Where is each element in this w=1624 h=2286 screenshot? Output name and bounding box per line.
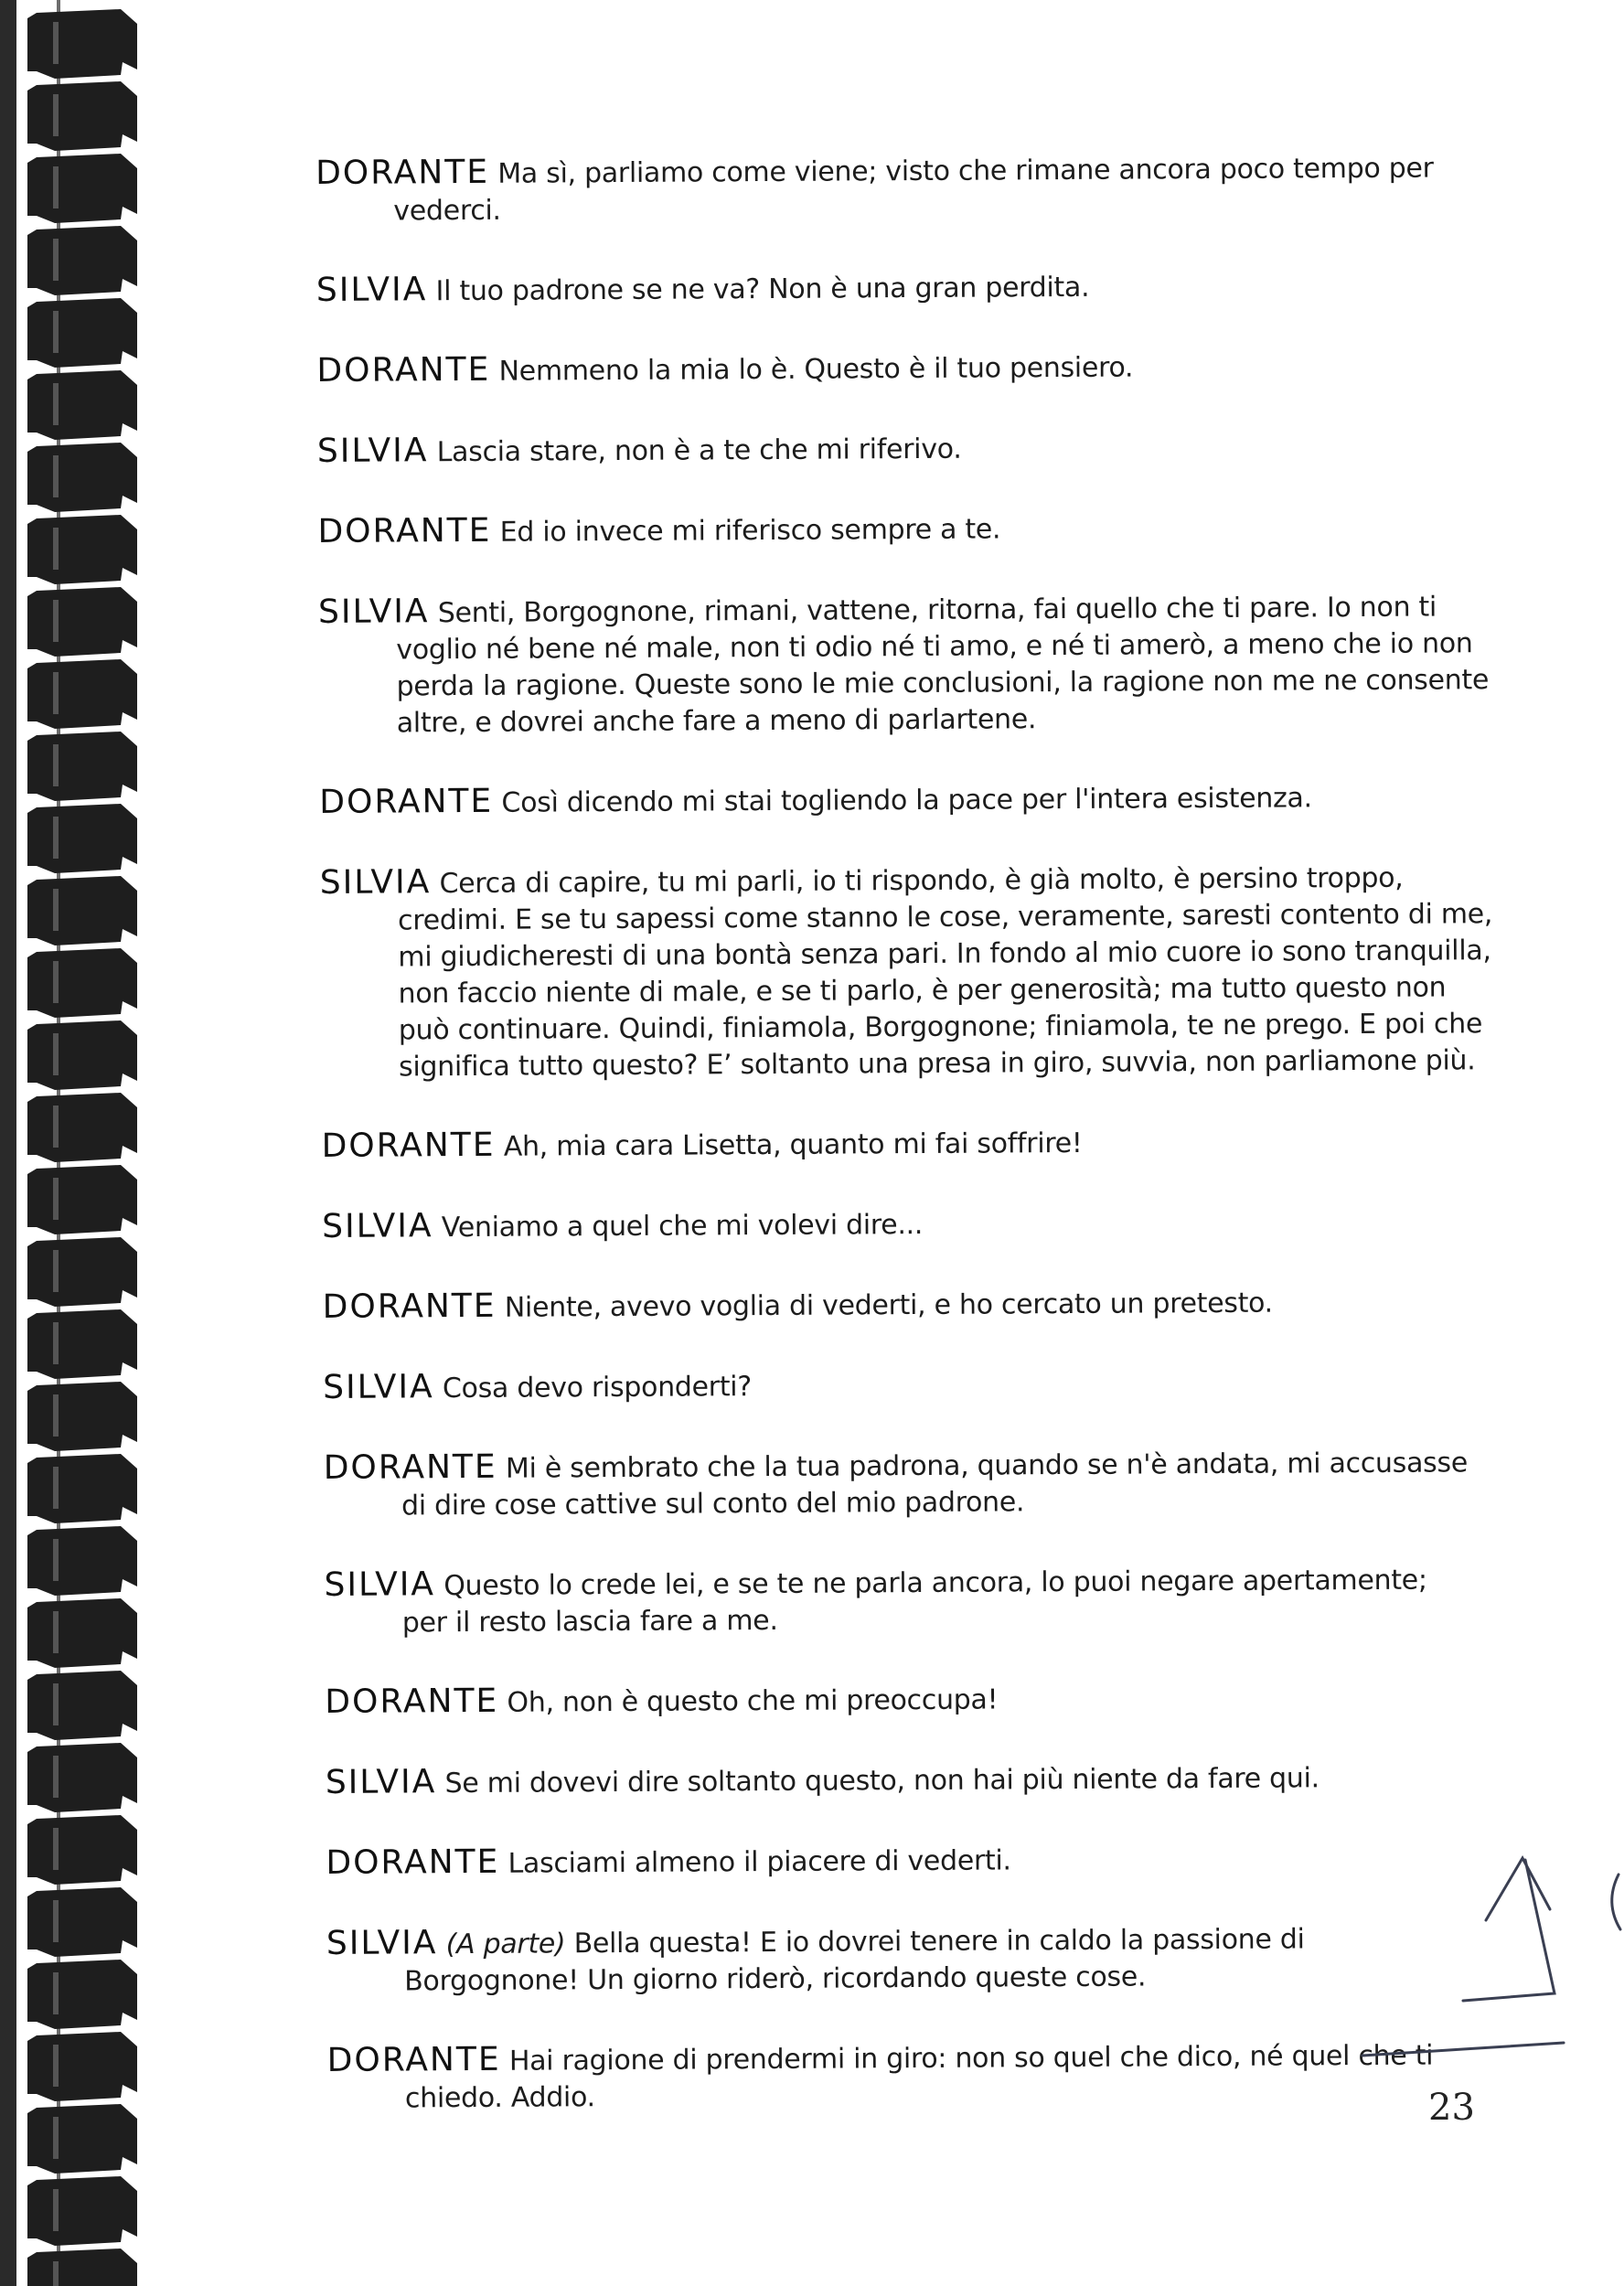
binding-coil <box>27 370 137 440</box>
dialogue-continuation-line <box>318 662 1490 706</box>
binding-coil <box>27 81 137 151</box>
speaker-name: SILVIA <box>326 1924 438 1962</box>
dialogue-text: mi giudicheresti di una bontà senza pari. In fondo al mio cuore io sono tranquilla, <box>398 935 1491 974</box>
script-text <box>315 148 1493 2160</box>
binding-coil-highlight <box>53 1900 59 1942</box>
binding-coil <box>27 1454 137 1523</box>
dialogue-text: Cerca di capire, tu mi parli, io ti rispondo, è già molto, è persino troppo, <box>439 861 1404 901</box>
binding-coil-highlight <box>53 1972 59 2014</box>
dialogue-text: altre, e dovrei anche fare a meno di parlartene. <box>396 703 1037 740</box>
binding-coil <box>27 1598 137 1668</box>
binding-coil <box>27 9 137 79</box>
dialogue-text: perda la ragione. Queste sono le mie conclusioni, la ragione non me ne consente <box>396 664 1490 703</box>
binding-coil-highlight <box>53 1756 59 1798</box>
binding-coil-highlight <box>53 2045 59 2087</box>
speaker-name: DORANTE <box>315 153 490 192</box>
dialogue-entry <box>315 148 1477 230</box>
binding-coil <box>27 1309 137 1379</box>
binding-coil-highlight <box>53 2261 59 2286</box>
speaker-name: SILVIA <box>322 1207 433 1245</box>
dialogue-text: Senti, Borgognone, rimani, vattene, ritorna, fai quello che ti pare. Io non ti <box>437 591 1437 630</box>
binding-coil-highlight <box>53 1250 59 1292</box>
binding-coil-highlight <box>53 1033 59 1075</box>
dialogue-continuation-line <box>319 699 1480 742</box>
binding-coil-highlight <box>53 166 59 208</box>
dialogue-entry <box>323 1282 1484 1328</box>
speaker-name: DORANTE <box>317 511 492 550</box>
binding-coil-highlight <box>53 1683 59 1725</box>
binding-coil-highlight <box>53 600 59 642</box>
dialogue-entry <box>327 2035 1489 2118</box>
dialogue-text: Il tuo padrone se ne va? Non è una gran perdita. <box>435 271 1090 308</box>
dialogue-first-line <box>319 777 1480 823</box>
binding-coil-highlight <box>53 2189 59 2231</box>
dialogue-text: Ed io invece mi riferisco sempre a te. <box>499 513 1001 549</box>
binding-coil-highlight <box>53 383 59 425</box>
dialogue-entry <box>321 1121 1482 1167</box>
dialogue-text: per il resto lascia fare a me. <box>401 1604 778 1640</box>
dialogue-entry <box>326 1838 1487 1884</box>
dialogue-continuation-line <box>315 187 1477 230</box>
binding-coil <box>27 1671 137 1740</box>
dialogue-first-line <box>316 265 1478 311</box>
dialogue-continuation-line <box>327 2074 1489 2118</box>
speaker-name: DORANTE <box>325 1682 499 1721</box>
dialogue-text: Borgognone! Un giorno riderò, ricordando queste cose. <box>404 1960 1147 1998</box>
dialogue-text: Bella questa! E io dovrei tenere in caldo la passione di <box>573 1923 1305 1960</box>
dialogue-entry <box>317 426 1479 472</box>
binding-coil-highlight <box>53 889 59 931</box>
binding-coil-highlight <box>53 1178 59 1220</box>
dialogue-text: Ma sì, parliamo come viene; visto che rimane ancora poco tempo per <box>497 152 1434 190</box>
binding-coil-highlight <box>53 1611 59 1653</box>
dialogue-first-line <box>323 1282 1484 1328</box>
dialogue-entry <box>319 777 1480 823</box>
speaker-name: DORANTE <box>322 1287 497 1326</box>
page-number: 23 <box>1428 2087 1475 2129</box>
speaker-name: SILVIA <box>325 1763 437 1801</box>
binding-coil-highlight <box>53 528 59 570</box>
binding-coil <box>27 2104 137 2174</box>
speaker-name: DORANTE <box>326 2040 501 2079</box>
dialogue-text: Lasciami almeno il piacere di vederti. <box>508 1844 1011 1880</box>
dialogue-text: significa tutto questo? E’ soltanto una presa in giro, suvvia, non parliamone più. <box>398 1044 1476 1084</box>
dialogue-text: chiedo. Addio. <box>404 2081 595 2115</box>
dialogue-first-line <box>321 1121 1482 1167</box>
binding-coil <box>27 587 137 657</box>
dialogue-text: non faccio niente di male, e se ti parlo, è per generosità; ma tutto questo non <box>398 971 1447 1010</box>
binding-coil <box>27 1526 137 1596</box>
dialogue-entry <box>322 1202 1483 1247</box>
dialogue-entry <box>323 1362 1484 1408</box>
binding-coil-highlight <box>53 1394 59 1437</box>
speaker-name: DORANTE <box>321 1126 496 1165</box>
dialogue-continuation-line <box>321 1042 1482 1086</box>
binding-coil <box>27 1960 137 2029</box>
binding-coil <box>27 1020 137 1090</box>
dialogue-text: di dire cose cattive sul conto del mio padrone. <box>401 1486 1025 1522</box>
binding-coil <box>27 515 137 584</box>
dialogue-text: Cosa devo risponderti? <box>442 1371 753 1405</box>
binding-coil <box>27 1093 137 1162</box>
binding-coil <box>27 1887 137 1957</box>
speaker-name: SILVIA <box>316 432 429 470</box>
dialogue-text: Nemmeno la mia lo è. Questo è il tuo pensiero. <box>498 351 1134 388</box>
speaker-name: SILVIA <box>315 271 428 309</box>
binding-coil <box>27 659 137 729</box>
binding-coil <box>27 1237 137 1307</box>
binding-coil <box>27 876 137 945</box>
binding-coil <box>27 732 137 801</box>
dialogue-first-line <box>317 507 1479 552</box>
dialogue-text: credimi. E se tu sapessi come stanno le cose, veramente, saresti contento di me, <box>398 898 1493 937</box>
binding-coil <box>27 1743 137 1812</box>
binding-coil-highlight <box>53 311 59 353</box>
dialogue-first-line <box>325 1677 1486 1723</box>
dialogue-text: Oh, non è questo che mi preoccupa! <box>507 1683 999 1719</box>
binding-coil-highlight <box>53 455 59 497</box>
dialogue-first-line <box>324 1443 1485 1489</box>
dialogue-entry <box>324 1560 1485 1642</box>
dialogue-first-line <box>327 2035 1489 2081</box>
binding-coil-highlight <box>53 744 59 786</box>
binding-coil <box>27 2176 137 2246</box>
dialogue-entry <box>317 587 1490 742</box>
handwritten-arrow-mark <box>1353 1838 1624 2076</box>
binding-coil-highlight <box>53 22 59 64</box>
binding-coil-highlight <box>53 1467 59 1509</box>
dialogue-text: Lascia stare, non è a te che mi riferivo. <box>436 433 962 469</box>
speaker-name: SILVIA <box>317 593 430 631</box>
binding-coil <box>27 443 137 512</box>
dialogue-entry <box>316 346 1478 391</box>
binding-coil-highlight <box>53 2117 59 2159</box>
binding-coil <box>27 298 137 368</box>
dialogue-continuation-line <box>326 1957 1488 2001</box>
dialogue-first-line <box>316 346 1478 391</box>
dialogue-entry <box>325 1677 1486 1723</box>
binding-coil <box>27 226 137 295</box>
dialogue-first-line <box>326 1838 1487 1884</box>
dialogue-first-line <box>324 1560 1485 1606</box>
binding-coil-highlight <box>53 961 59 1003</box>
binding-coil <box>27 1165 137 1234</box>
binding-coil-highlight <box>53 672 59 714</box>
dialogue-entry <box>317 507 1479 552</box>
dialogue-text: Veniamo a quel che mi volevi dire... <box>441 1208 924 1244</box>
dialogue-text: vederci. <box>393 194 501 228</box>
binding-coil-highlight <box>53 817 59 859</box>
dialogue-continuation-line <box>325 1598 1486 1642</box>
speaker-name: SILVIA <box>319 863 432 902</box>
binding-coil-highlight <box>53 94 59 136</box>
dialogue-text: Se mi dovevi dire soltanto questo, non hai più niente da fare qui. <box>444 1762 1320 1800</box>
binding-coil-highlight <box>53 1539 59 1581</box>
dialogue-text: voglio né bene né male, non ti odio né ti amo, e né ti amerò, a meno che io non <box>396 627 1473 667</box>
dialogue-entry <box>316 265 1478 311</box>
dialogue-first-line <box>315 148 1477 194</box>
dialogue-first-line <box>322 1202 1483 1247</box>
binding-coil <box>27 1815 137 1885</box>
dialogue-text: Questo lo crede lei, e se te ne parla ancora, lo puoi negare apertamente; <box>443 1564 1427 1603</box>
dialogue-first-line <box>323 1362 1484 1408</box>
binding-coil-highlight <box>53 1828 59 1870</box>
speaker-name: DORANTE <box>319 782 494 821</box>
speaker-name: DORANTE <box>316 350 491 390</box>
binding-coil <box>27 2249 137 2286</box>
binding-coil-highlight <box>53 1322 59 1364</box>
binding-coil <box>27 1382 137 1451</box>
dialogue-text: Così dicendo mi stai togliendo la pace per l'intera esistenza. <box>501 782 1312 819</box>
dialogue-text: Ah, mia cara Lisetta, quanto mi fai soffrire! <box>503 1127 1083 1163</box>
binding-coil-highlight <box>53 1106 59 1148</box>
stage-direction: (A parte) <box>445 1928 566 1961</box>
binding-coil <box>27 804 137 873</box>
dialogue-entry <box>326 1757 1487 1803</box>
spiral-binding <box>0 0 155 2286</box>
dialogue-text: può continuare. Quindi, finiamola, Borgognone; finiamola, te ne prego. E poi che <box>398 1008 1483 1047</box>
dialogue-entry <box>319 858 1493 1086</box>
dialogue-text: Hai ragione di prendermi in giro: non so quel che dico, né quel che ti <box>508 2039 1434 2078</box>
dialogue-text: Mi è sembrato che la tua padrona, quando se n'è andata, mi accusasse <box>505 1447 1469 1485</box>
speaker-name: DORANTE <box>323 1447 497 1487</box>
dialogue-entry <box>326 1918 1488 2001</box>
speaker-name: SILVIA <box>324 1565 436 1604</box>
binding-coil-highlight <box>53 239 59 281</box>
dialogue-entry <box>324 1443 1485 1525</box>
speaker-name: DORANTE <box>326 1843 500 1882</box>
dialogue-text: Niente, avevo voglia di vederti, e ho cercato un pretesto. <box>504 1287 1273 1324</box>
binding-coil <box>27 154 137 223</box>
speaker-name: SILVIA <box>323 1368 434 1406</box>
binding-coil <box>27 2032 137 2101</box>
dialogue-first-line <box>326 1757 1487 1803</box>
binding-coil <box>27 948 137 1018</box>
dialogue-continuation-line <box>324 1481 1485 1525</box>
dialogue-first-line <box>317 426 1479 472</box>
